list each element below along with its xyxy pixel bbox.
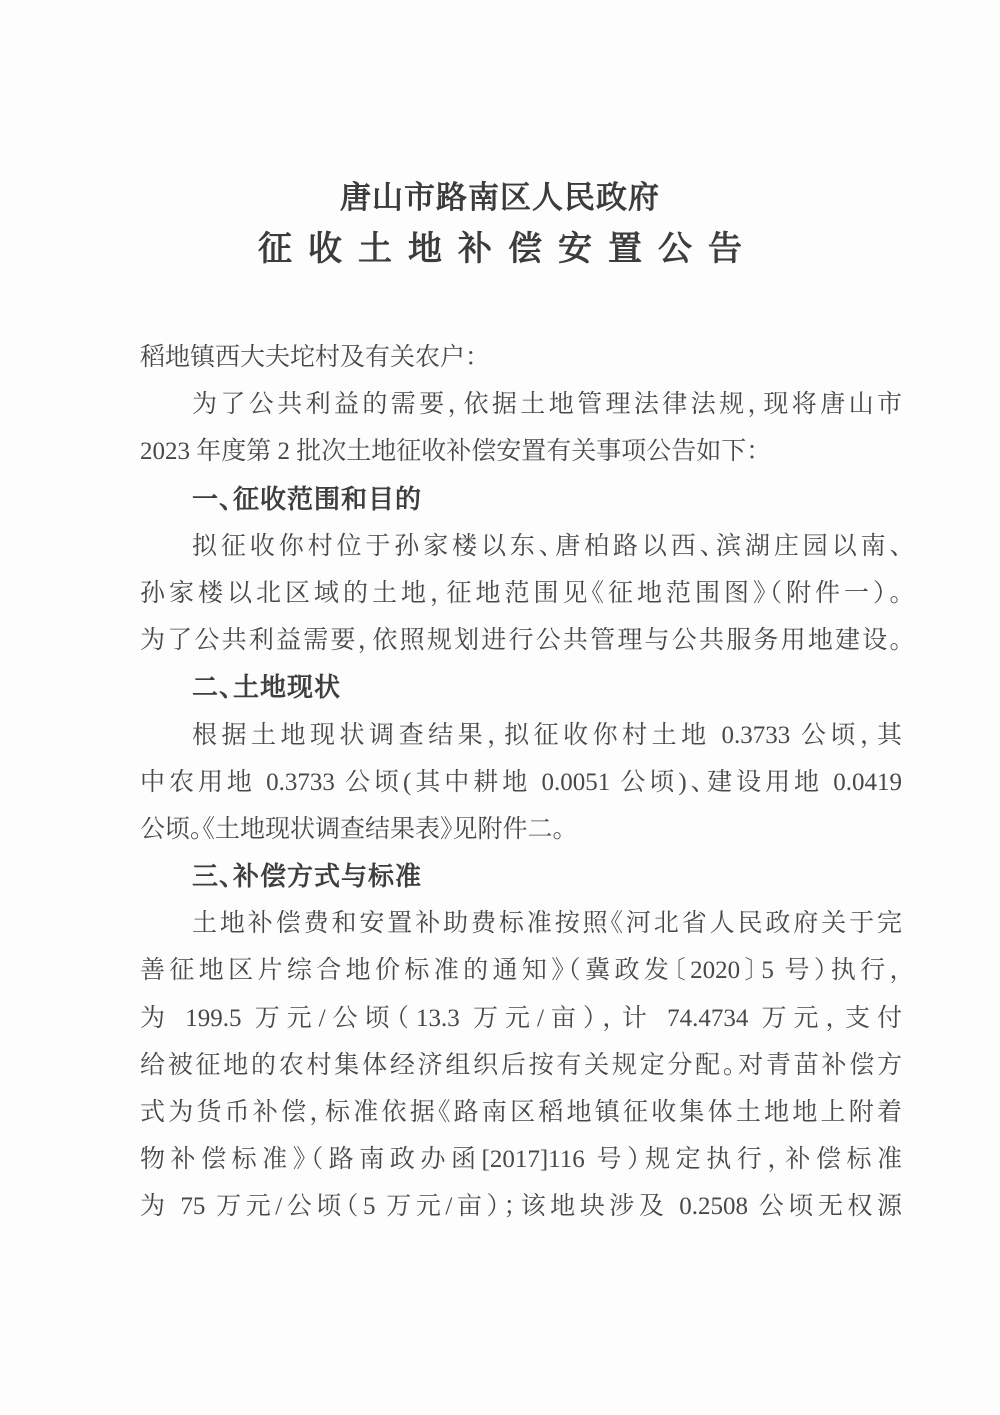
body-line: 为了公共利益需要，依照规划进行公共管理与公共服务用地建设。 <box>140 627 902 655</box>
document-title-line-1: 唐山市路南区人民政府 <box>340 180 660 215</box>
body-line: 为了公共利益的需要，依据土地管理法律法规，现将唐山市 <box>192 391 902 419</box>
section-heading: 二、土地现状 <box>192 672 342 703</box>
body-line: 2023 年度第 2 批次土地征收补偿安置有关事项公告如下： <box>140 438 759 466</box>
body-line: 中农用地 0.3733 公顷(其中耕地 0.0051 公顷)、建设用地 0.0419 <box>140 768 902 796</box>
salutation-line: 稻地镇西大夫坨村及有关农户： <box>140 344 478 371</box>
body-line: 土地补偿费和安置补助费标准按照《河北省人民政府关于完 <box>192 910 902 938</box>
body-line: 式为货币补偿，标准依据《路南区稻地镇征收集体土地地上附着 <box>140 1099 902 1126</box>
body-line: 善征地区片综合地价标准的通知》（冀政发〔2020〕5 号）执行， <box>140 957 902 985</box>
body-line: 为 75 万元/公顷（5 万元/亩）；该地块涉及 0.2508 公顷无权源 <box>140 1193 902 1221</box>
body-line: 物补偿标准》（路南政办函[2017]116 号）规定执行，补偿标准 <box>140 1146 902 1174</box>
body-line: 给被征地的农村集体经济组织后按有关规定分配。对青苗补偿方 <box>140 1051 902 1079</box>
body-line: 孙家楼以北区域的土地，征地范围见《征地范围图》（附件一）。 <box>140 579 902 607</box>
document-title-line-2: 征收土地补偿安置公告 <box>258 230 758 268</box>
body-line: 公顷。《土地现状调查结果表》见附件二。 <box>140 815 566 843</box>
body-line: 根据土地现状调查结果，拟征收你村土地 0.3733 公顷，其 <box>192 721 902 749</box>
body-line: 拟征收你村位于孙家楼以东、唐柏路以西、滨湖庄园以南、 <box>192 532 902 560</box>
document-body <box>140 334 902 1231</box>
section-heading: 三、补偿方式与标准 <box>192 861 423 892</box>
section-heading: 一、征收范围和目的 <box>192 483 423 514</box>
body-line: 为 199.5 万元/公顷（13.3 万元/亩），计 74.4734 万元，支付 <box>140 1004 902 1032</box>
